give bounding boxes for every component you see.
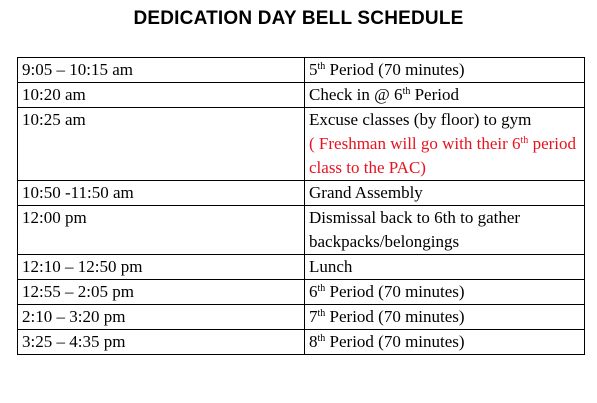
time-cell: 10:50 -11:50 am <box>18 181 305 206</box>
time-cell: 12:00 pm <box>18 206 305 255</box>
page-title: DEDICATION DAY BELL SCHEDULE <box>133 8 464 29</box>
table-row <box>18 280 585 305</box>
event-cell <box>305 108 585 181</box>
event-text: Period (70 minutes) <box>325 60 465 79</box>
table-row <box>18 330 585 355</box>
ordinal-suffix: th <box>317 61 326 72</box>
ordinal-suffix: th <box>402 86 411 97</box>
note-text: period class to the PAC) <box>309 134 576 177</box>
event-cell: Grand Assembly <box>305 181 585 206</box>
table-row <box>18 58 585 83</box>
table-row <box>18 108 585 181</box>
event-cell <box>305 305 585 330</box>
ordinal-suffix: th <box>317 308 326 319</box>
time-cell: 12:55 – 2:05 pm <box>18 280 305 305</box>
bell-schedule-table <box>17 57 585 355</box>
event-text: Excuse classes (by floor) to gym <box>309 110 532 129</box>
time-cell: 9:05 – 10:15 am <box>18 58 305 83</box>
time-cell: 10:20 am <box>18 83 305 108</box>
table-row <box>18 255 585 280</box>
time-cell: 10:25 am <box>18 108 305 181</box>
event-text: Period (70 minutes) <box>325 282 465 301</box>
event-cell <box>305 330 585 355</box>
event-text: Period <box>410 85 459 104</box>
ordinal-suffix: th <box>317 283 326 294</box>
table-row <box>18 83 585 108</box>
note-text: ( Freshman will go with their 6 <box>309 134 521 153</box>
event-cell <box>305 83 585 108</box>
time-cell: 12:10 – 12:50 pm <box>18 255 305 280</box>
event-cell: Lunch <box>305 255 585 280</box>
time-cell: 2:10 – 3:20 pm <box>18 305 305 330</box>
freshman-note <box>309 132 584 180</box>
event-text: 7 <box>309 307 318 326</box>
event-text: 5 <box>309 60 318 79</box>
event-cell <box>305 58 585 83</box>
time-cell: 3:25 – 4:35 pm <box>18 330 305 355</box>
ordinal-suffix: th <box>317 333 326 344</box>
event-text: Period (70 minutes) <box>325 307 465 326</box>
event-text: Period (70 minutes) <box>325 332 465 351</box>
event-text: Check in @ 6 <box>309 85 403 104</box>
event-text: 6 <box>309 282 318 301</box>
event-cell <box>305 280 585 305</box>
table-row <box>18 181 585 206</box>
table-row <box>18 305 585 330</box>
event-cell: Dismissal back to 6th to gather backpacks/belongings <box>305 206 585 255</box>
event-text: 8 <box>309 332 318 351</box>
table-row <box>18 206 585 255</box>
ordinal-suffix: th <box>520 135 529 146</box>
